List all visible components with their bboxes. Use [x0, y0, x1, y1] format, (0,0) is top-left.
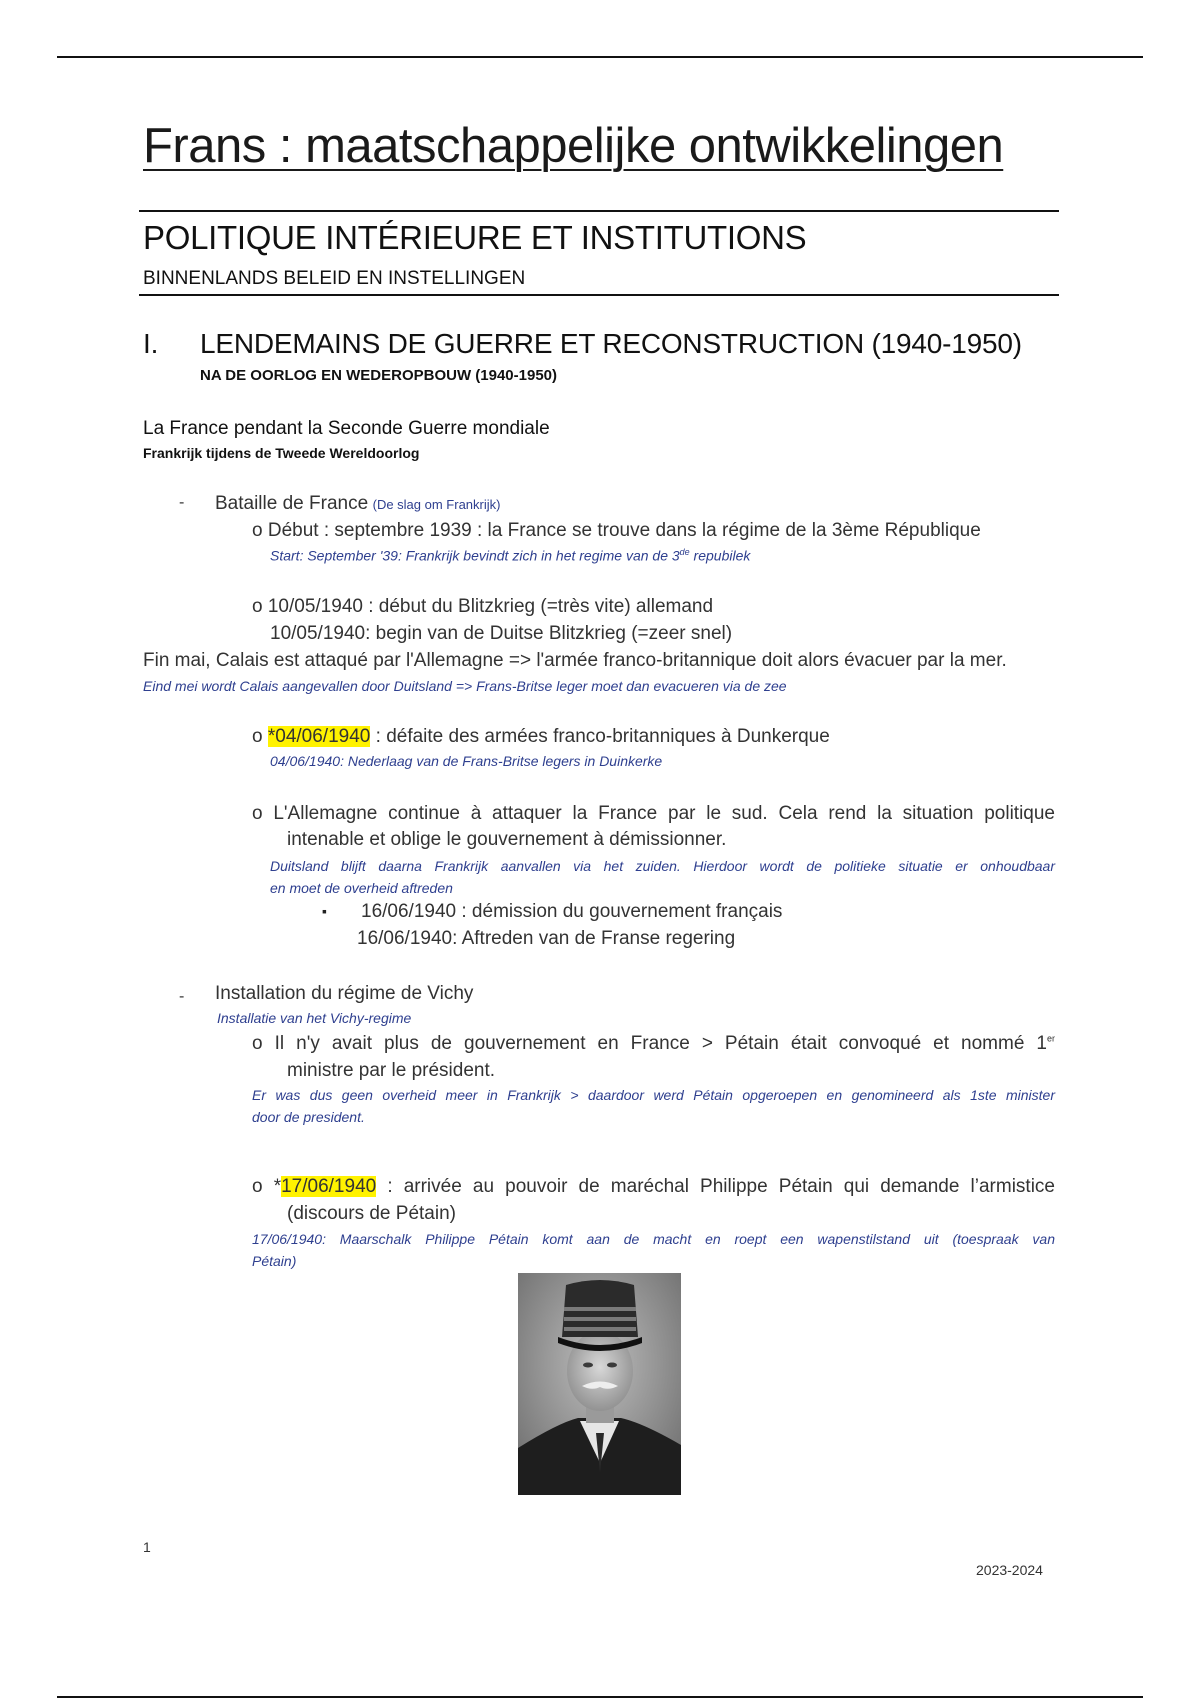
list-item: [252, 1033, 1055, 1055]
petain-sup: er: [1047, 1033, 1056, 1044]
footer-year: 2023-2024: [976, 1562, 1043, 1578]
circle-bullet: o: [252, 1176, 263, 1197]
section-title-translation: Frankrijk tijdens de Tweede Wereldoorlog: [143, 445, 420, 461]
list-item: [252, 726, 830, 748]
circle-bullet: o: [252, 520, 263, 541]
circle-bullet: o: [252, 1033, 263, 1054]
list-item: [252, 803, 1055, 825]
bataille-label-translation: (De slag om Frankrijk): [372, 497, 501, 512]
armistice-translation: 17/06/1940: Maarschalk Philippe Pétain komt aan de macht en roept een wapenstilstand uit (toespraak van: [252, 1231, 1055, 1247]
sud-text: L'Allemagne continue à attaquer la France par le sud. Cela rend la situation politique: [273, 803, 1055, 824]
top-rule: [57, 56, 1143, 58]
page-number: 1: [143, 1539, 151, 1555]
dunkerque-date-highlight: *04/06/1940: [267, 726, 371, 747]
vichy-heading: Installation du régime de Vichy: [215, 983, 474, 1004]
demission-text: 16/06/1940 : démission du gouvernement français: [361, 901, 783, 922]
chapter-title-translation: NA DE OORLOG EN WEDEROPBOUW (1940-1950): [200, 367, 558, 384]
dunkerque-text: : défaite des armées franco-britanniques à Dunkerque: [370, 726, 830, 747]
calais-text: Fin mai, Calais est attaqué par l'Allemagne => l'armée franco-britannique doit alors évacuer par la mer.: [143, 650, 1007, 671]
portrait-photo: [518, 1273, 681, 1495]
dash-marker: -: [179, 988, 185, 1005]
blitz-translation: 10/05/1940: begin van de Duitse Blitzkrieg (=zeer snel): [270, 623, 733, 644]
petain-text: Il n'y avait plus de gouvernement en France > Pétain était convoqué et nommé 1: [274, 1033, 1047, 1054]
sud-text-continued: intenable et oblige le gouvernement à démissionner.: [287, 829, 727, 850]
list-item: o *17/06/1940 : arrivée au pouvoir de maréchal Philippe Pétain qui demande l’armistice: [252, 1176, 1056, 1197]
petain-translation: Er was dus geen overheid meer in Frankrijk > daardoor werd Pétain opgeroepen en genomineerd als 1ste minister: [252, 1087, 1055, 1103]
debut-text: Début : septembre 1939 : la France se trouve dans la régime de la 3ème République: [267, 520, 981, 541]
dunkerque-translation: 04/06/1940: Nederlaag van de Frans-Britse legers in Duinkerke: [270, 753, 663, 769]
page-title: Frans : maatschappelijke ontwikkelingen: [143, 119, 1004, 173]
armistice-text-continued: (discours de Pétain): [287, 1203, 456, 1224]
dash-marker: -: [179, 494, 185, 511]
armistice-translation-continued: Pétain): [252, 1253, 297, 1269]
petain-translation-continued: door de president.: [252, 1109, 365, 1125]
bataille-heading: [215, 493, 500, 515]
main-heading: POLITIQUE INTÉRIEURE ET INSTITUTIONS: [143, 219, 807, 256]
square-bullet: ▪: [322, 903, 327, 919]
blitz-text: 10/05/1940 : début du Blitzkrieg (=très vite) allemand: [267, 596, 714, 617]
circle-bullet: o: [252, 726, 263, 747]
section-title: La France pendant la Seconde Guerre mondiale: [143, 418, 550, 439]
vichy-heading-translation: Installatie van het Vichy-regime: [217, 1010, 412, 1026]
chapter-number: I.: [143, 328, 159, 359]
chapter-title: LENDEMAINS DE GUERRE ET RECONSTRUCTION (1940-1950): [200, 328, 1022, 359]
demission-translation: 16/06/1940: Aftreden van de Franse regering: [357, 928, 736, 949]
sud-translation-continued: en moet de overheid aftreden: [270, 880, 453, 896]
heading-top-rule: [139, 210, 1059, 212]
petain-text-continued: ministre par le président.: [287, 1060, 496, 1081]
list-item: [252, 520, 981, 542]
bataille-label: Bataille de France: [215, 493, 369, 514]
calais-translation: Eind mei wordt Calais aangevallen door Duitsland => Frans-Britse leger moet dan evacueren via de zee: [143, 678, 787, 694]
circle-bullet: o: [252, 803, 263, 824]
bottom-rule: [57, 1696, 1143, 1698]
sud-translation: Duitsland blijft daarna Frankrijk aanvallen via het zuiden. Hierdoor wordt de politieke situatie er onhoudbaar: [270, 858, 1055, 874]
main-heading-translation: BINNENLANDS BELEID EN INSTELLINGEN: [143, 268, 526, 289]
list-item: [252, 596, 713, 618]
debut-translation: Start: September '39: Frankrijk bevindt zich in het regime van de 3de repubilek: [270, 547, 751, 564]
heading-bottom-rule: [139, 294, 1059, 296]
circle-bullet: o: [252, 596, 263, 617]
armistice-text: : arrivée au pouvoir de maréchal Philippe Pétain qui demande l’armistice: [376, 1176, 1056, 1197]
armistice-date-highlight: 17/06/1940: [281, 1176, 377, 1197]
